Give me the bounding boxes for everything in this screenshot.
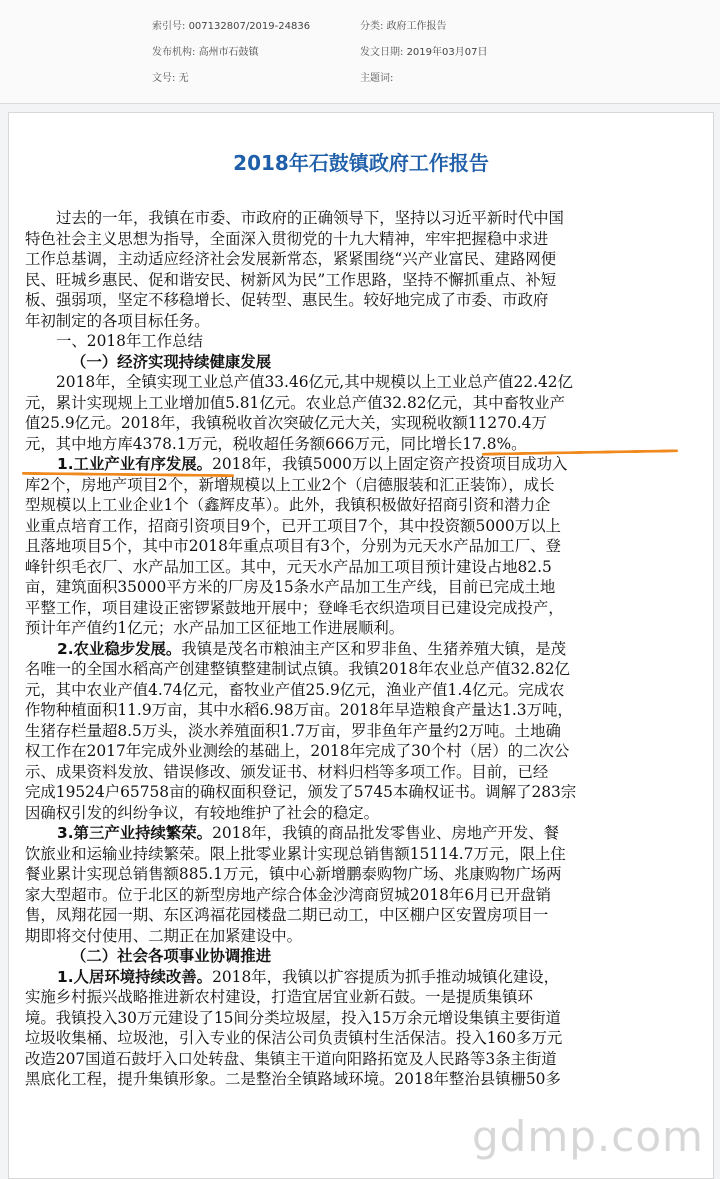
document-line xyxy=(25,782,707,803)
meta-index-value: 007132807/2019-24836 xyxy=(188,21,311,32)
document-line xyxy=(25,413,707,434)
section-heading: 2.农业稳步发展。 xyxy=(57,639,182,658)
line-text: 餐业累计实现总销售额885.1万元，镇中心新增鹏泰购物广场、兆康购物广场两 xyxy=(25,865,562,883)
line-text: 饮旅业和运输业持续繁荣。限上批零业累计实现总销售额15114.7万元，限上住 xyxy=(25,844,566,863)
document-line xyxy=(25,454,707,475)
document-line xyxy=(25,557,707,578)
meta-category-value: 政府工作报告 xyxy=(386,21,447,32)
line-text: 过去的一年，我镇在市委、市政府的正确领导下，坚持以习近平新时代中国 xyxy=(56,209,564,227)
document-line xyxy=(25,598,707,619)
line-text: 值25.9亿元。2018年，我镇税收首次突破亿元大关，实现税收额11270.4万 xyxy=(25,414,547,432)
document-line xyxy=(25,270,707,291)
meta-index-label: 索引号: xyxy=(152,21,186,32)
meta-index xyxy=(152,17,310,32)
document-line xyxy=(25,926,707,947)
meta-docno xyxy=(152,69,189,84)
meta-date-label: 发文日期: xyxy=(360,47,404,58)
section-heading: 3.第三产业持续繁荣。 xyxy=(57,824,213,842)
line-text: 元，其中地方库4378.1万元，税收超任务额666万元，同比增长17.8%。 xyxy=(25,434,527,453)
meta-date-value: 2019年03月07日 xyxy=(406,47,488,58)
line-text: 改造207国道石鼓圩入口处转盘、集镇主干道向阳路拓宽及人民路等3条主街道 xyxy=(25,1049,557,1068)
meta-publisher-label: 发布机构: xyxy=(152,47,196,58)
meta-date xyxy=(360,43,487,58)
document-line xyxy=(25,1028,707,1049)
document-line xyxy=(25,905,707,926)
document-line xyxy=(25,1069,707,1090)
document-line xyxy=(25,208,707,229)
watermark: gdmp.com xyxy=(472,1112,704,1161)
document-line xyxy=(25,946,707,967)
document-title: 2018年石鼓镇政府工作报告 xyxy=(233,151,489,175)
line-text: 库2个，房地产项目2个，新增规模以上工业2个（启德服装和汇正装饰），成长 xyxy=(25,475,555,494)
section-heading: 1.工业产业有序发展。 xyxy=(57,455,213,473)
document-line xyxy=(25,721,707,742)
meta-keywords xyxy=(360,69,393,84)
meta-docno-label: 文号: xyxy=(152,73,176,84)
document-line xyxy=(25,762,707,783)
line-text: 作物种植面积11.9万亩，其中水稻6.98万亩。2018年早造粮食产量达1.3万吨， xyxy=(25,701,573,719)
line-text: 因确权引发的纠纷争议，有较地维护了社会的稳定。 xyxy=(25,803,379,822)
line-text: 年初制定的各项目标任务。 xyxy=(25,311,210,330)
document-line xyxy=(25,885,707,906)
document-line xyxy=(25,659,707,680)
document-line xyxy=(25,495,707,516)
line-text: 2018年，全镇实现工业总产值33.46亿元,其中规模以上工业总产值22.42亿 xyxy=(56,373,573,391)
document-line xyxy=(25,1008,707,1029)
line-text: 示、成果资料发放、错误修改、颁发证书、材料归档等多项工作。目前，已经 xyxy=(25,762,549,781)
line-text: 期即将交付使用、二期正在加紧建设中。 xyxy=(25,926,303,945)
line-text: 亩，建筑面积35000平方米的厂房及15条水产品加工生产线，目前已完成土地 xyxy=(25,578,556,596)
line-text: 完成19524户65758亩的确权面积登记，颁发了5745本确权证书。调解了283宗 xyxy=(25,783,577,801)
document-line xyxy=(25,700,707,721)
document-line xyxy=(25,823,707,844)
document-line xyxy=(25,352,707,373)
document-line xyxy=(25,475,707,496)
line-text: 预计年产值约1亿元；水产品加工区征地工作进展顺利。 xyxy=(25,619,405,637)
line-text: 平整工作，项目建设正密锣紧鼓地开展中；登峰毛衣织造项目已建设完成投产， xyxy=(25,598,564,617)
line-text: 垃圾收集桶、垃圾池，引入专业的保洁公司负责镇村生活保洁。投入160多万元 xyxy=(25,1029,563,1047)
line-text: 2018年，我镇的商品批发零售业、房地产开发、餐 xyxy=(212,824,560,842)
line-text: 境。我镇投入30万元建设了15间分类垃圾屋，投入15万余元增设集镇主要街道 xyxy=(25,1008,561,1027)
document-sheet xyxy=(8,112,714,1179)
document-body xyxy=(25,208,707,1090)
document-line xyxy=(25,967,707,988)
document-line xyxy=(25,844,707,865)
line-text: 业重点培育工作，招商引资项目9个，已开工项目7个，其中投资额5000万以上 xyxy=(25,516,561,535)
line-text: 特色社会主义思想为指导，全面深入贯彻党的十九大精神，牢牢把握稳中求进 xyxy=(25,229,549,248)
document-line xyxy=(25,516,707,537)
line-text: 型规模以上工业企业1个（鑫辉皮革）。此外，我镇积极做好招商引资和潜力企 xyxy=(25,496,551,514)
document-line xyxy=(25,311,707,332)
document-line xyxy=(25,987,707,1008)
line-text: 实施乡村振兴战略推进新农村建设，打造宜居宜业新石鼓。一是提质集镇环 xyxy=(25,988,533,1006)
line-text: 2018年，我镇5000万以上固定资产投资项目成功入 xyxy=(212,455,568,473)
meta-docno-value: 无 xyxy=(178,73,189,84)
line-text: 2018年，我镇以扩容提质为抓手推动城镇化建设， xyxy=(212,967,560,986)
meta-category xyxy=(360,17,447,32)
document-line xyxy=(25,229,707,250)
document-line xyxy=(25,741,707,762)
line-text: 黑底化工程，提升集镇形象。二是整治全镇路域环境。2018年整治县镇栅50多 xyxy=(25,1070,561,1088)
document-line xyxy=(25,536,707,557)
document-line xyxy=(25,249,707,270)
line-text: 一、2018年工作总结 xyxy=(56,332,203,350)
line-text: 权工作在2017年完成外业测绘的基础上，2018年完成了30个村（居）的二次公 xyxy=(25,742,570,760)
line-text: 生猪存栏量超8.5万头，淡水养殖面积1.7万亩，罗非鱼年产量约2万吨。土地确 xyxy=(25,721,561,740)
line-text: 名唯一的全国水稻高产创建整镇整建制试点镇。我镇2018年农业总产值32.82亿 xyxy=(25,660,570,678)
line-text: 售，凤翔花园一期、东区鸿福花园楼盘二期已动工，中区棚户区安置房项目一 xyxy=(25,906,549,924)
meta-category-label: 分类: xyxy=(360,21,384,32)
line-text: 板、强弱项，坚定不移稳增长、促转型、惠民生。较好地完成了市委、市政府 xyxy=(25,291,549,309)
line-text: 元，其中农业产值4.74亿元，畜牧业产值25.9亿元，渔业产值1.4亿元。完成农 xyxy=(25,680,565,699)
line-text: 工作总基调，主动适应经济社会发展新常态，紧紧围绕“兴产业富民、建路网便 xyxy=(25,250,557,268)
document-line xyxy=(25,639,707,660)
meta-keywords-label: 主题词: xyxy=(360,73,394,84)
document-line xyxy=(25,1049,707,1070)
line-text: （一）经济实现持续健康发展 xyxy=(71,352,272,371)
line-text: 民、旺城乡惠民、促和谐安民、树新风为民”工作思路，坚持不懈抓重点、补短 xyxy=(25,270,557,289)
document-line xyxy=(25,393,707,414)
line-text: 元，累计实现规上工业增加值5.81亿元。农业总产值32.82亿元，其中畜牧业产 xyxy=(25,393,566,412)
document-line xyxy=(25,618,707,639)
document-line xyxy=(25,680,707,701)
line-text: （二）社会各项事业协调推进 xyxy=(71,947,272,965)
document-line xyxy=(25,803,707,824)
line-text: 且落地项目5个，其中市2018年重点项目有3个，分别为元天水产品加工厂、登 xyxy=(25,537,561,555)
meta-publisher xyxy=(152,43,259,58)
document-line xyxy=(25,864,707,885)
document-line xyxy=(25,577,707,598)
section-heading: 1.人居环境持续改善。 xyxy=(57,967,213,986)
line-text: 家大型超市。位于北区的新型房地产综合体金沙湾商贸城2018年6月已开盘销 xyxy=(25,885,552,904)
document-line xyxy=(25,331,707,352)
document-line xyxy=(25,290,707,311)
line-text: 我镇是茂名市粮油主产区和罗非鱼、生猪养殖大镇，是茂 xyxy=(181,639,567,658)
document-line xyxy=(25,372,707,393)
document-meta-panel xyxy=(0,0,720,104)
line-text: 峰针织毛衣厂、水产品加工区。其中，元天水产品加工项目预计建设占地82.5 xyxy=(25,557,552,576)
meta-publisher-value: 高州市石鼓镇 xyxy=(198,47,259,58)
